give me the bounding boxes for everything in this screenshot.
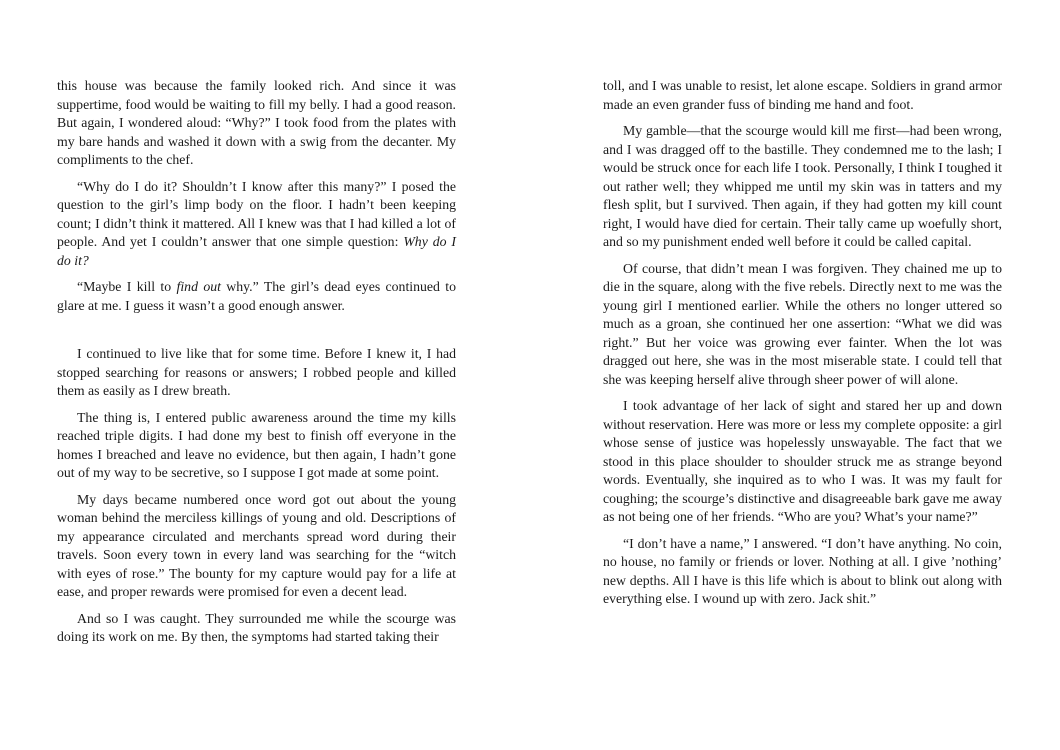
text-segment: My gamble—that the scourge would kill me first—had been wrong, and I was dragged off to the bastille. They condemned me to the lash; I would be struck once for each life I took. Personally, I think I toughed it out rather well; they whipped me until my skin was in tatters and my flesh split, but I survived. Then again, if they had gotten my kill count right, I would have died for certain. Their tally came up woefully short, and so my punishment ended well before it could be called capital. <box>603 123 1002 249</box>
text-segment: Of course, that didn’t mean I was forgiven. They chained me up to die in the square, along with the five rebels. Directly next to me was the young girl I mentioned earlier. While the others no longer uttered so much as a groan, she continued her one assertion: “What we did was right.” But her voice was growing ever fainter. When the lot was dragged out here, she was in the most miserable state. I could tell that she was keeping herself alive through sheer power of will alone. <box>603 260 1002 387</box>
paragraph <box>57 610 456 647</box>
italic-text-segment: find out <box>176 279 221 294</box>
page-left <box>57 77 456 655</box>
paragraph <box>603 77 1002 114</box>
paragraph <box>57 409 456 483</box>
page-right <box>603 77 1002 617</box>
paragraph <box>57 178 456 271</box>
paragraph <box>603 397 1002 527</box>
paragraph <box>57 345 456 401</box>
paragraph <box>603 122 1002 252</box>
text-segment: “Maybe I kill to <box>77 279 177 294</box>
text-segment: toll, and I was unable to resist, let alone escape. Soldiers in grand armor made an even grander fuss of binding me hand and foot. <box>603 78 1002 112</box>
text-segment: “Why do I do it? Shouldn’t I know after this many?” I posed the question to the girl’s limp body on the floor. I hadn’t been keeping count; I didn’t think it mattered. All I knew was that I had killed a lot of people. And yet I couldn’t answer that one simple question: <box>57 178 456 249</box>
text-segment: I took advantage of her lack of sight and stared her up and down without reservation. Here was more or less my complete opposite: a girl whose sense of justice was hopelessly unswayable. The fact that we stood in this place shoulder to shoulder struck me as strange beyond words. Eventually, she inquired as to who I was. It was my fault for coughing; the scourge’s distinctive and disagreeable bark gave me away as not being one of her friends. “Who are you? What’s your name?” <box>603 398 1002 524</box>
text-segment: “I don’t have a name,” I answered. “I don’t have anything. No coin, no house, no family or friends or lover. Nothing at all. I give ’nothing’ new depths. All I have is this life which is about to blink out along with everything else. I wound up with zero. Jack shit.” <box>603 535 1002 606</box>
text-segment: this house was because the family looked rich. And since it was suppertime, food would be waiting to fill my belly. I had a good reason. But again, I wondered aloud: “Why?” I took food from the plates with my bare hands and washed it down with a swig from the decanter. My compliments to the chef. <box>57 78 456 167</box>
paragraph <box>57 278 456 315</box>
paragraph <box>603 535 1002 609</box>
text-segment: The thing is, I entered public awareness around the time my kills reached triple digits. I had done my best to finish off everyone in the homes I breached and leave no evidence, but then again, I hadn’t gone out of my way to be secretive, so I suppose I got made at some point. <box>57 409 456 480</box>
italic-text-segment: Why do I do it? <box>57 234 456 268</box>
text-segment: I continued to live like that for some time. Before I knew it, I had stopped searching for reasons or answers; I robbed people and killed them as easily as I drew breath. <box>57 346 456 398</box>
paragraph <box>57 77 456 170</box>
paragraph <box>57 491 456 602</box>
text-segment: My days became numbered once word got out about the young woman behind the merciless killings of young and old. Descriptions of my appearance circulated and merchants spread word during their travels. Soon every town in every land was searching for the “witch with eyes of rose.” The bounty for my capture would pay for a life at ease, and proper rewards were promised for even a decent lead. <box>57 491 456 599</box>
text-segment: And so I was caught. They surrounded me while the scourge was doing its work on me. By then, the symptoms had started taking their <box>57 610 456 644</box>
paragraph <box>603 260 1002 390</box>
text-segment: why.” The girl’s dead eyes continued to glare at me. I guess it wasn’t a good enough answer. <box>57 279 457 313</box>
